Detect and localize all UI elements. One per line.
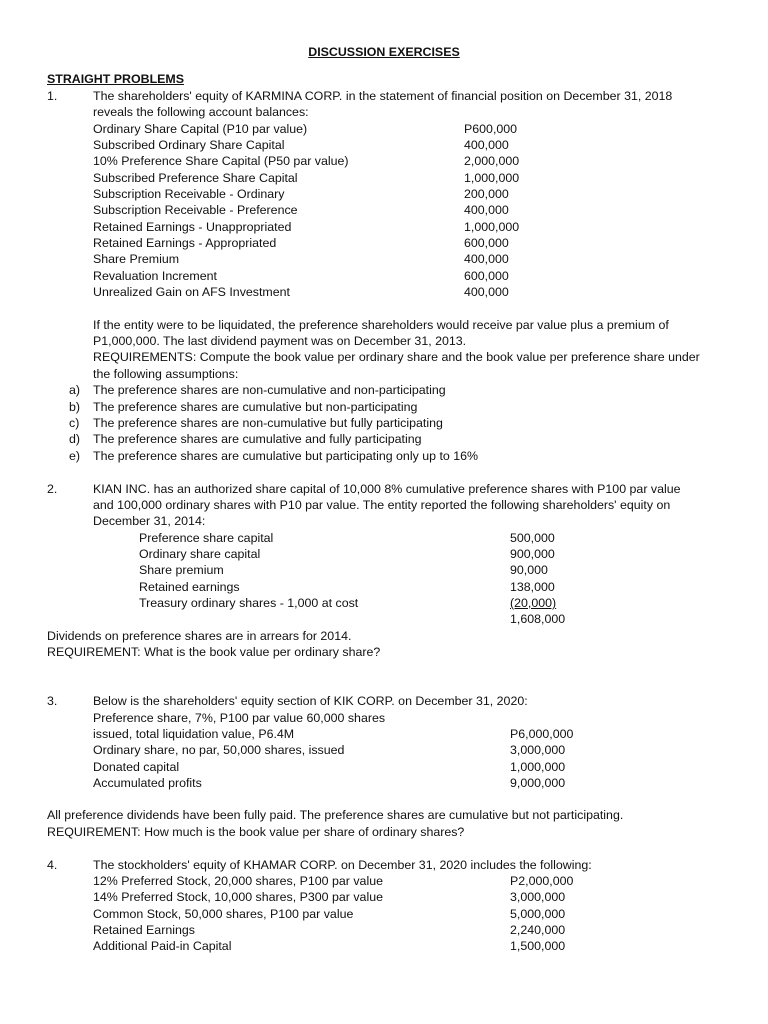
account-label: Retained earnings bbox=[139, 580, 240, 594]
problem-text: P1,000,000. The last dividend payment was on December 31, 2013. bbox=[93, 334, 467, 348]
problem-text: The shareholders' equity of KARMINA CORP. in the statement of financial position on December 31, 2018 bbox=[93, 89, 673, 103]
account-label: Share Premium bbox=[93, 252, 180, 266]
account-label: 10% Preference Share Capital (P50 par value) bbox=[93, 154, 349, 168]
account-amount: 1,000,000 bbox=[510, 760, 566, 774]
account-amount: 1,500,000 bbox=[510, 939, 566, 953]
account-amount: 138,000 bbox=[510, 580, 555, 594]
problem-text: Below is the shareholders' equity section of KIK CORP. on December 31, 2020: bbox=[93, 694, 528, 708]
account-amount: 400,000 bbox=[464, 252, 509, 266]
problem-number: 4. bbox=[47, 858, 58, 872]
account-label: Common Stock, 50,000 shares, P100 par value bbox=[93, 907, 354, 921]
account-amount: 600,000 bbox=[464, 236, 509, 250]
list-item: The preference shares are non-cumulative but fully participating bbox=[93, 416, 443, 430]
section-heading: STRAIGHT PROBLEMS bbox=[47, 72, 184, 86]
account-amount: 500,000 bbox=[510, 531, 555, 545]
problem-text: and 100,000 ordinary shares with P10 par value. The entity reported the following shareholders' equity on bbox=[93, 498, 671, 512]
requirement-text: the following assumptions: bbox=[93, 367, 239, 381]
account-label: Additional Paid-in Capital bbox=[93, 939, 232, 953]
account-amount: 3,000,000 bbox=[510, 743, 566, 757]
account-label: Retained Earnings - Appropriated bbox=[93, 236, 277, 250]
requirement-text: REQUIREMENT: How much is the book value per share of ordinary shares? bbox=[47, 825, 465, 839]
problem-text: December 31, 2014: bbox=[93, 514, 206, 528]
account-amount: 2,240,000 bbox=[510, 923, 566, 937]
requirement-text: REQUIREMENT: What is the book value per ordinary share? bbox=[47, 645, 381, 659]
problem-note: All preference dividends have been fully paid. The preference shares are cumulative but not participating. bbox=[47, 808, 624, 822]
account-label: Revaluation Increment bbox=[93, 269, 217, 283]
account-amount: 3,000,000 bbox=[510, 890, 566, 904]
account-amount: 90,000 bbox=[510, 563, 548, 577]
list-letter: a) bbox=[69, 383, 81, 397]
account-amount: 400,000 bbox=[464, 285, 509, 299]
account-amount: 1,000,000 bbox=[464, 220, 520, 234]
problem-number: 3. bbox=[47, 694, 58, 708]
page-title: DISCUSSION EXERCISES bbox=[308, 45, 460, 59]
account-label: 12% Preferred Stock, 20,000 shares, P100 par value bbox=[93, 874, 383, 888]
account-label: Retained Earnings - Unappropriated bbox=[93, 220, 292, 234]
list-item: The preference shares are cumulative but participating only up to 16% bbox=[93, 449, 479, 463]
account-label: Preference share capital bbox=[139, 531, 274, 545]
account-label: Subscribed Ordinary Share Capital bbox=[93, 138, 285, 152]
problem-number: 1. bbox=[47, 89, 58, 103]
problem-text: If the entity were to be liquidated, the preference shareholders would receive par value plus a premium of bbox=[93, 318, 669, 332]
account-label: Preference share, 7%, P100 par value 60,000 shares bbox=[93, 711, 386, 725]
problem-text: The stockholders' equity of KHAMAR CORP. on December 31, 2020 includes the following: bbox=[93, 858, 592, 872]
list-letter: c) bbox=[69, 416, 80, 430]
account-label: Treasury ordinary shares - 1,000 at cost bbox=[139, 596, 359, 610]
account-amount: 1,000,000 bbox=[464, 171, 520, 185]
list-letter: b) bbox=[69, 400, 81, 414]
list-item: The preference shares are cumulative but non-participating bbox=[93, 400, 418, 414]
account-amount: 900,000 bbox=[510, 547, 555, 561]
account-label: Subscription Receivable - Ordinary bbox=[93, 187, 285, 201]
list-item: The preference shares are cumulative and fully participating bbox=[93, 432, 422, 446]
account-amount: 5,000,000 bbox=[510, 907, 566, 921]
account-label: Subscribed Preference Share Capital bbox=[93, 171, 298, 185]
account-label: Donated capital bbox=[93, 760, 180, 774]
account-label: Ordinary Share Capital (P10 par value) bbox=[93, 122, 308, 136]
account-label: Retained Earnings bbox=[93, 923, 195, 937]
requirement-text: REQUIREMENTS: Compute the book value per ordinary share and the book value per preference share under bbox=[93, 350, 700, 364]
account-amount: P2,000,000 bbox=[510, 874, 574, 888]
account-amount: P600,000 bbox=[464, 122, 518, 136]
account-amount: 400,000 bbox=[464, 138, 509, 152]
account-label: 14% Preferred Stock, 10,000 shares, P300 par value bbox=[93, 890, 383, 904]
account-label: Subscription Receivable - Preference bbox=[93, 203, 298, 217]
account-label: issued, total liquidation value, P6.4M bbox=[93, 727, 295, 741]
account-amount: (20,000) bbox=[510, 596, 557, 610]
account-label: Ordinary share, no par, 50,000 shares, issued bbox=[93, 743, 345, 757]
account-amount: 600,000 bbox=[464, 269, 509, 283]
total-amount: 1,608,000 bbox=[510, 612, 566, 626]
problem-note: Dividends on preference shares are in arrears for 2014. bbox=[47, 629, 352, 643]
problem-text: reveals the following account balances: bbox=[93, 105, 309, 119]
list-item: The preference shares are non-cumulative and non-participating bbox=[93, 383, 446, 397]
account-label: Accumulated profits bbox=[93, 776, 202, 790]
account-label: Unrealized Gain on AFS Investment bbox=[93, 285, 290, 299]
list-letter: d) bbox=[69, 432, 81, 446]
account-amount: 2,000,000 bbox=[464, 154, 520, 168]
list-letter: e) bbox=[69, 449, 81, 463]
problem-text: KIAN INC. has an authorized share capital of 10,000 8% cumulative preference shares with P100 par value bbox=[93, 482, 681, 496]
account-amount: P6,000,000 bbox=[510, 727, 574, 741]
account-label: Ordinary share capital bbox=[139, 547, 261, 561]
account-amount: 400,000 bbox=[464, 203, 509, 217]
account-amount: 200,000 bbox=[464, 187, 509, 201]
problem-number: 2. bbox=[47, 482, 58, 496]
account-amount: 9,000,000 bbox=[510, 776, 566, 790]
account-label: Share premium bbox=[139, 563, 224, 577]
